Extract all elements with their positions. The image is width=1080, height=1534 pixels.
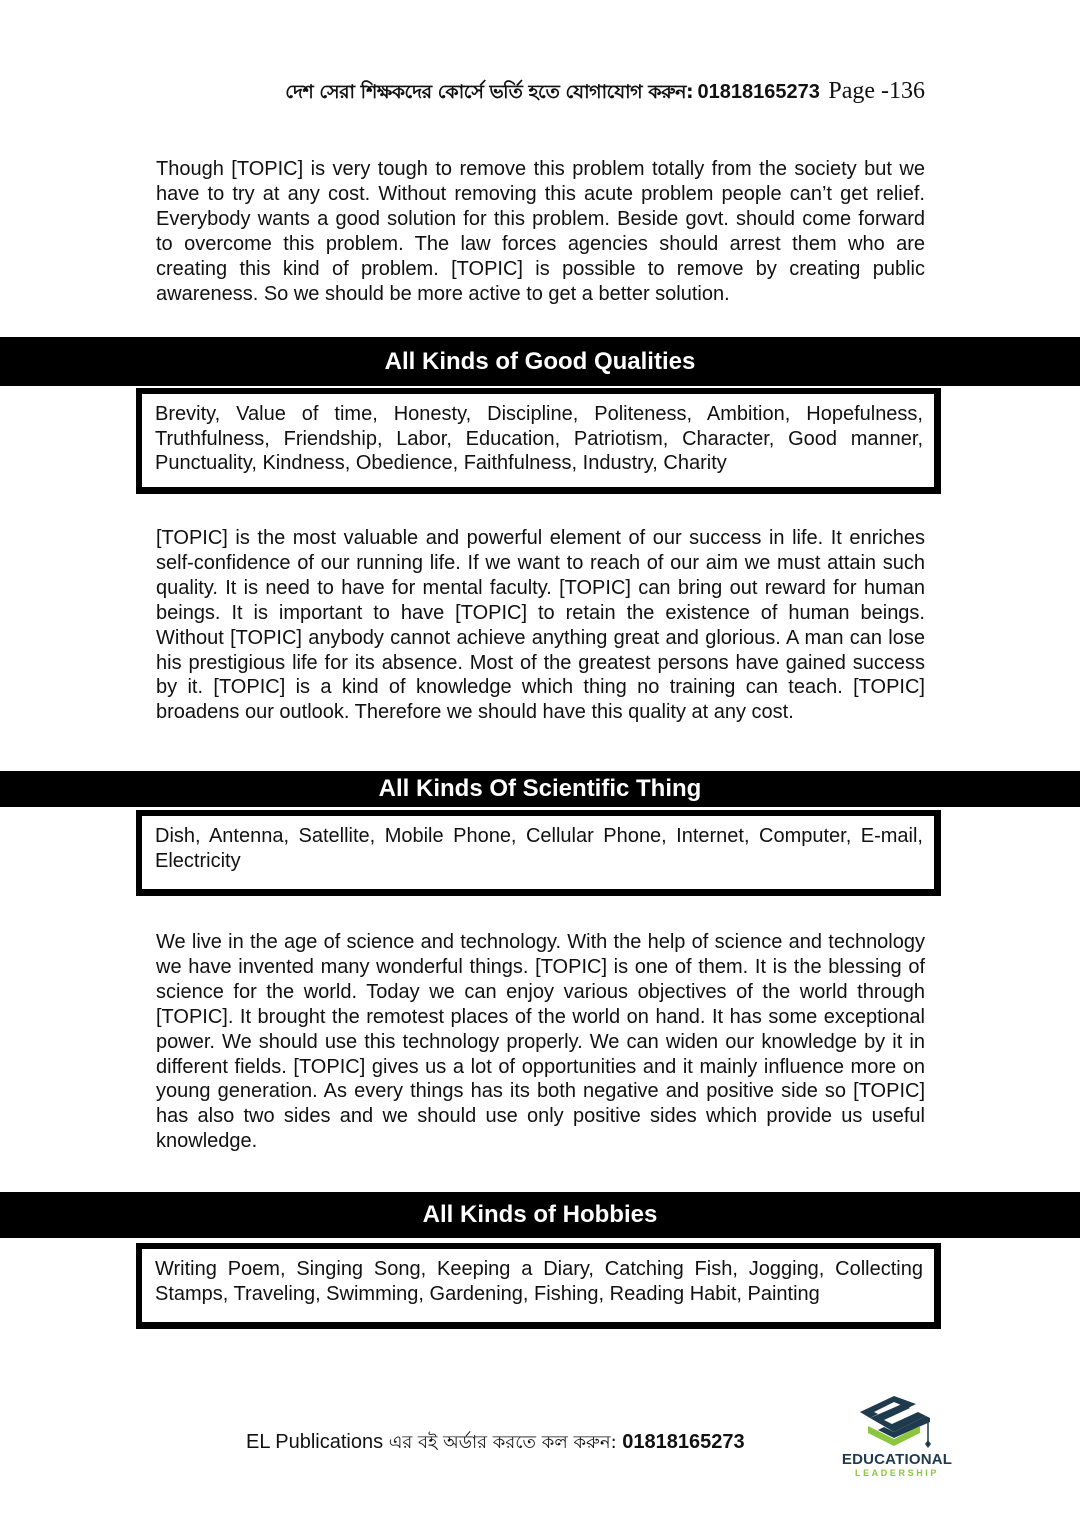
logo-name: EDUCATIONAL (841, 1451, 953, 1468)
items-box-scientific-thing (136, 810, 941, 896)
footer-phone: 01818165273 (622, 1431, 745, 1453)
paragraph-good-qualities: [TOPIC] is the most valuable and powerful element of our success in life. It enriches self-confidence of our running life. If we want to reach of our aim we must attain such quality. It is need to have for mental faculty. [TOPIC] can bring out reward for human beings. It is important to have [TOPIC] to retain the existence of human beings. Without [TOPIC] anybody cannot achieve anything great and glorious. A man can lose his prestigious life for its absence. Most of the greatest persons have gained success by it. [TOPIC] is a kind of knowledge which thing no training can teach. [TOPIC] broadens our outlook. Therefore we should have this quality at any cost. (156, 527, 925, 724)
graduation-cap-e-icon (854, 1392, 940, 1450)
footer-publisher: EL Publications (246, 1431, 384, 1453)
header-bengali-text: দেশ সেরা শিক্ষকদের কোর্সে ভর্তি হতে যোগাযোগ করুন: (285, 81, 694, 103)
educational-leadership-logo (832, 1392, 962, 1484)
items-list: Writing Poem, Singing Song, Keeping a Diary, Catching Fish, Jogging, Collecting Stamps, Traveling, Swimming, Gardening, Fishing, Reading Habit, Painting (155, 1258, 923, 1305)
page-header (0, 78, 925, 110)
section-title: All Kinds of Hobbies (422, 1201, 658, 1228)
page-footer (246, 1428, 745, 1459)
logo-subtitle: LEADERSHIP (854, 1468, 939, 1478)
section-banner-good-qualities (0, 337, 1080, 386)
items-box-good-qualities (136, 388, 941, 494)
section-banner-hobbies (0, 1192, 1080, 1238)
header-phone: 01818165273 (697, 81, 820, 103)
page-number: Page -136 (828, 78, 925, 104)
intro-paragraph: Though [TOPIC] is very tough to remove this problem totally from the society but we have to try at any cost. Without removing this acute problem people can’t get relief. Everybody wants a good solution for this problem. Beside govt. should come forward to overcome this problem. The law forces agencies should arrest them who are creating this kind of problem. [TOPIC] is possible to remove by creating public awareness. So we should be more active to get a better solution. (156, 158, 925, 305)
items-box-hobbies (136, 1243, 941, 1329)
items-list: Dish, Antenna, Satellite, Mobile Phone, Cellular Phone, Internet, Computer, E-mail, Electricity (155, 825, 923, 872)
footer-bengali-text: এর বই অর্ডার করতে কল করুন: (388, 1432, 617, 1453)
items-list: Brevity, Value of time, Honesty, Discipline, Politeness, Ambition, Hopefulness, Truthfulness, Friendship, Labor, Education, Patriotism, Character, Good manner, Punctuality, Kindness, Obedience, Faithfulness, Industry, Charity (155, 403, 923, 474)
paragraph-scientific-thing: We live in the age of science and technology. With the help of science and technology we have invented many wonderful things. [TOPIC] is one of them. It is the blessing of science for the world. Today we can enjoy various objectives of the world through [TOPIC]. It brought the remotest places of the world on hand. It has some exceptional power. We should use this technology properly. We can widen our knowledge by it in different fields. [TOPIC] gives us a lot of opportunities and it mainly influence more on young generation. As every things has its both negative and positive side so [TOPIC] has also two sides and we should use only positive sides which provide us useful knowledge. (156, 931, 925, 1153)
section-title: All Kinds of Good Qualities (384, 347, 696, 375)
section-banner-scientific-thing (0, 771, 1080, 807)
section-title: All Kinds Of Scientific Thing (378, 775, 702, 802)
